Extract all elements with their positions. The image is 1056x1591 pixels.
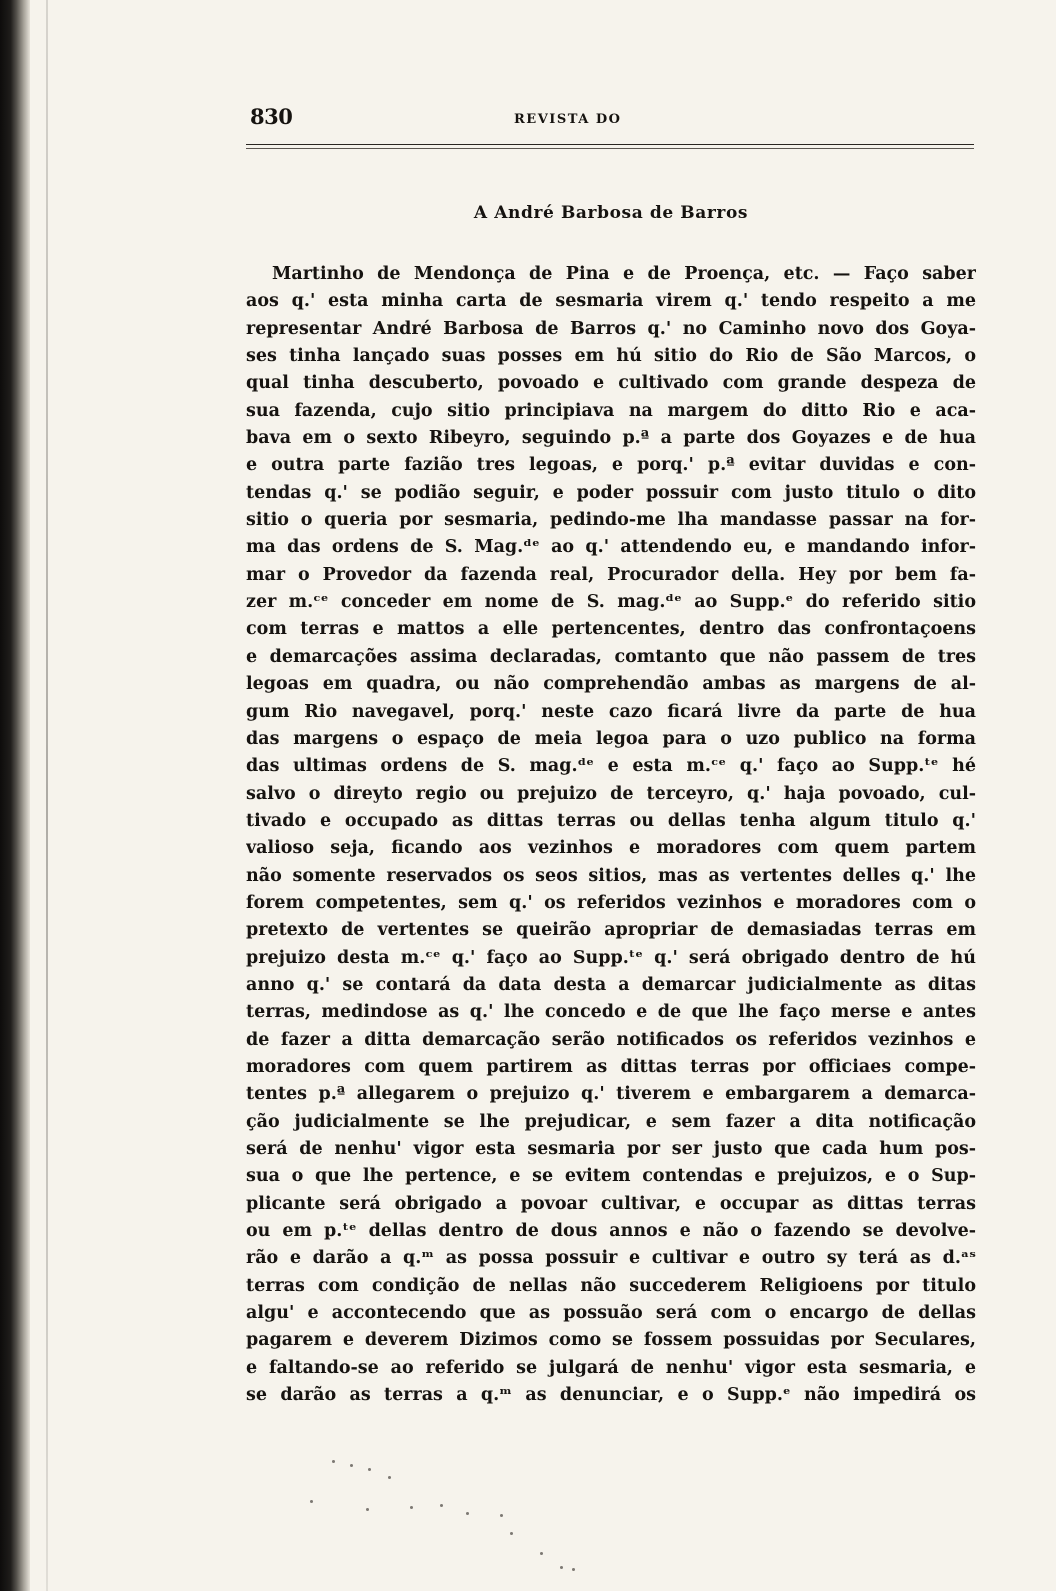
text-line: terras com condição de nellas não succederem Religioens por titulo	[246, 1275, 976, 1296]
page-binding-edge	[0, 0, 30, 1591]
text-line: com terras e mattos a elle pertencentes, dentro das confrontaçoens	[246, 619, 976, 640]
text-line: moradores com quem partirem as dittas terras por officiaes compe-	[246, 1056, 976, 1077]
text-line: representar André Barbosa de Barros q.' no Caminho novo dos Goya-	[246, 318, 976, 339]
text-line: e outra parte fazião tres legoas, e porq.' p.ª evitar duvidas e con-	[246, 455, 976, 476]
scan-specks	[270, 1440, 570, 1580]
text-line: anno q.' se contará da data desta a demarcar judicialmente as ditas	[246, 974, 976, 995]
text-line: algu' e accontecendo que as possuão será com o encargo de dellas	[246, 1303, 976, 1324]
running-head: REVISTA DO	[514, 112, 622, 127]
text-line: tivado e occupado as dittas terras ou dellas tenha algum titulo q.'	[246, 810, 976, 831]
text-line: forem competentes, sem q.' os referidos vezinhos e moradores com o	[246, 892, 976, 913]
text-line: sua o que lhe pertence, e se evitem contendas e prejuizos, e o Sup-	[246, 1166, 976, 1187]
text-line: das margens o espaço de meia legoa para o uzo publico na forma	[246, 728, 976, 749]
text-line: salvo o direyto regio ou prejuizo de terceyro, q.' haja povoado, cul-	[246, 783, 976, 804]
text-line: de fazer a ditta demarcação serão notificados os referidos vezinhos e	[246, 1029, 976, 1050]
document-title: A André Barbosa de Barros	[473, 203, 749, 223]
text-line: prejuizo desta m.ᶜᵉ q.' faço ao Supp.ᵗᵉ q.' será obrigado dentro de hú	[246, 947, 976, 968]
text-line: pagarem e deverem Dizimos como se fossem possuidas por Seculares,	[246, 1330, 976, 1351]
text-line: sitio o queria por sesmaria, pedindo-me lha mandasse passar na for-	[246, 510, 976, 531]
text-line: valioso seja, ficando aos vezinhos e moradores com quem partem	[246, 838, 976, 859]
text-line: mar o Provedor da fazenda real, Procurador della. Hey por bem fa-	[246, 564, 976, 585]
text-line: e demarcações assima declaradas, comtanto que não passem de tres	[246, 646, 976, 667]
text-line: tentes p.ª allegarem o prejuizo q.' tiverem e embargarem a demarca-	[246, 1084, 976, 1105]
text-line: será de nenhu' vigor esta sesmaria por ser justo que cada hum pos-	[246, 1139, 976, 1159]
text-line: legoas em quadra, ou não comprehendão ambas as margens de al-	[246, 674, 976, 695]
text-line: rão e darão a q.ᵐ as possa possuir e cultivar e outro sy terá as d.ᵃˢ	[246, 1248, 976, 1269]
text-line: ma das ordens de S. Mag.ᵈᵉ ao q.' attendendo eu, e mandando infor-	[246, 537, 976, 558]
text-line: gum Rio navegavel, porq.' neste cazo ficará livre da parte de hua	[246, 701, 976, 722]
text-line: tendas q.' se podião seguir, e poder possuir com justo titulo o dito	[246, 482, 976, 503]
text-line: plicante será obrigado a povoar cultivar, e occupar as dittas terras	[246, 1193, 976, 1214]
text-line: bava em o sexto Ribeyro, seguindo p.ª a parte dos Goyazes e de hua	[246, 428, 976, 449]
page-number: 830	[250, 104, 293, 129]
text-line: e faltando-se ao referido se julgará de nenhu' vigor esta sesmaria, e	[246, 1357, 976, 1378]
body-text	[246, 261, 976, 1409]
text-line: se darão as terras a q.ᵐ as denunciar, e o Supp.ᵉ não impedirá os	[246, 1385, 976, 1406]
text-line: ses tinha lançado suas posses em hú sitio do Rio de São Marcos, o	[246, 346, 976, 367]
text-line: zer m.ᶜᵉ conceder em nome de S. mag.ᵈᵉ ao Supp.ᵉ do referido sitio	[246, 592, 976, 613]
text-line: ção judicialmente se lhe prejudicar, e sem fazer a dita notificação	[246, 1111, 976, 1132]
text-line: não somente reservados os seos sitios, mas as vertentes delles q.' lhe	[246, 865, 976, 886]
binding-shadow-line	[46, 0, 48, 1591]
text-line: sua fazenda, cujo sitio principiava na margem do ditto Rio e aca-	[246, 400, 976, 421]
page-header	[246, 98, 976, 146]
text-line: qual tinha descuberto, povoado e cultivado com grande despeza de	[246, 373, 976, 394]
header-rule	[246, 144, 974, 149]
text-line: ou em p.ᵗᵉ dellas dentro de dous annos e não o fazendo se devolve-	[246, 1221, 976, 1242]
text-line: pretexto de vertentes se queirão apropriar de demasiadas terras em	[246, 920, 976, 941]
text-line: Martinho de Mendonça de Pina e de Proença, etc. — Faço saber	[272, 264, 976, 284]
text-line: terras, medindose as q.' lhe concedo e de que lhe faço merse e antes	[246, 1002, 976, 1023]
text-line: aos q.' esta minha carta de sesmaria virem q.' tendo respeito a me	[246, 291, 976, 312]
text-line: das ultimas ordens de S. mag.ᵈᵉ e esta m.ᶜᵉ q.' faço ao Supp.ᵗᵉ hé	[246, 756, 976, 777]
